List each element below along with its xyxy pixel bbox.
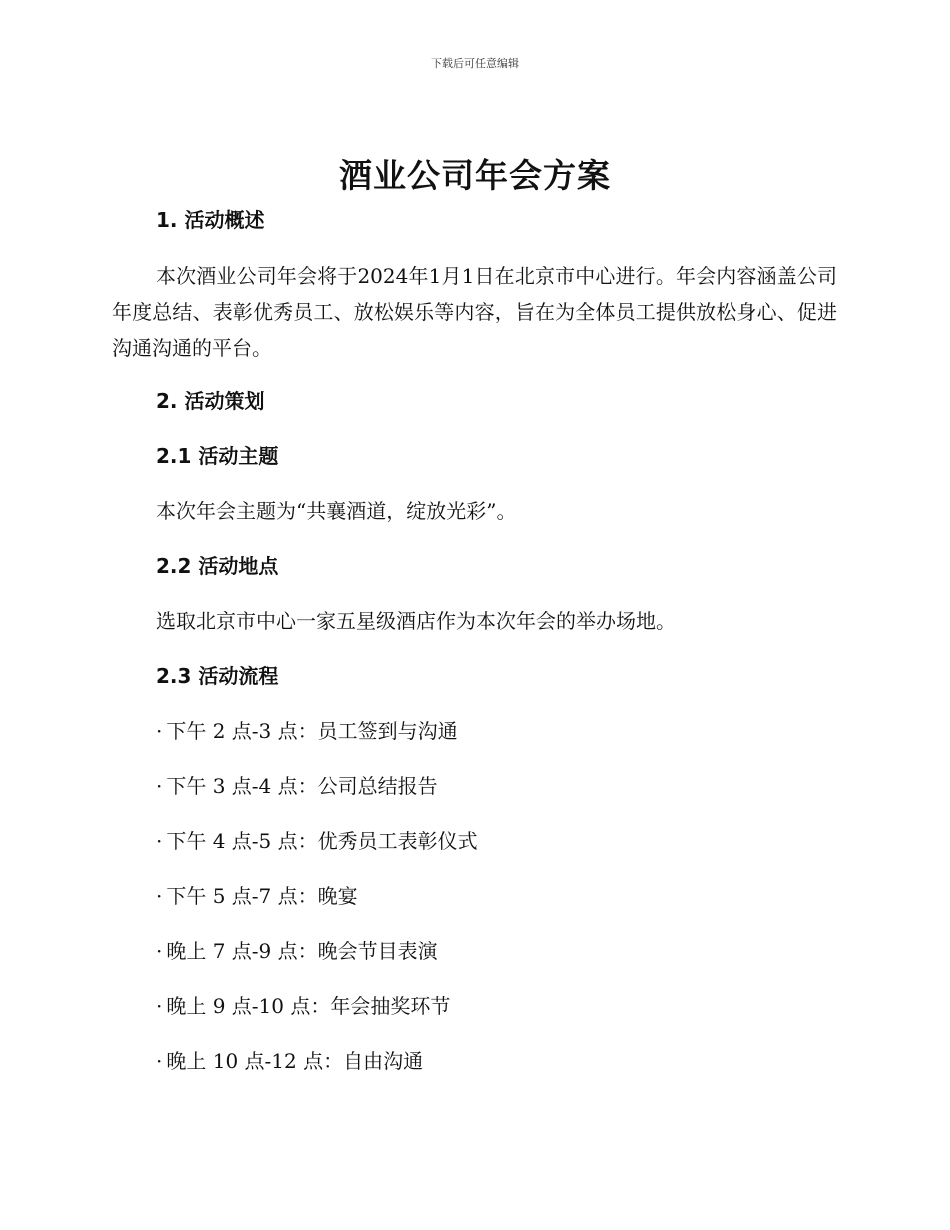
list-item	[156, 711, 837, 751]
page-header-note: 下载后可任意编辑	[431, 57, 519, 70]
list-item	[156, 931, 837, 971]
schedule-item-text: 下午 3 点-4 点：公司总结报告	[166, 774, 438, 798]
bullet-icon: ·	[156, 884, 163, 908]
section-heading-planning: 2. 活动策划	[156, 389, 265, 413]
bullet-icon: ·	[156, 1049, 163, 1073]
bullet-icon: ·	[156, 939, 163, 963]
list-item	[156, 821, 837, 861]
list-item	[156, 986, 837, 1026]
section-heading-overview: 1. 活动概述	[156, 208, 265, 232]
schedule-item-text: 晚上 9 点-10 点：年会抽奖环节	[166, 994, 451, 1018]
schedule-item-text: 晚上 7 点-9 点：晚会节目表演	[166, 939, 438, 963]
list-item	[156, 1041, 837, 1081]
schedule-item-text: 下午 5 点-7 点：晚宴	[166, 884, 358, 908]
schedule-item-text: 下午 2 点-3 点：员工签到与沟通	[166, 719, 458, 743]
section-heading-theme: 2.1 活动主题	[156, 444, 279, 468]
overview-paragraph: 本次酒业公司年会将于2024年1月1日在北京市中心进行。年会内容涵盖公司年度总结、表彰优秀员工、放松娱乐等内容，旨在为全体员工提供放松身心、促进沟通沟通的平台。	[112, 264, 837, 360]
list-item	[156, 766, 837, 806]
theme-paragraph: 本次年会主题为“共襄酒道，绽放光彩”。	[156, 499, 517, 523]
list-item	[156, 876, 837, 916]
bullet-icon: ·	[156, 774, 163, 798]
schedule-item-text: 下午 4 点-5 点：优秀员工表彰仪式	[166, 829, 478, 853]
section-heading-flow: 2.3 活动流程	[156, 664, 279, 688]
bullet-icon: ·	[156, 719, 163, 743]
document-body	[112, 200, 837, 1096]
schedule-list	[112, 711, 837, 1081]
schedule-item-text: 晚上 10 点-12 点：自由沟通	[166, 1049, 424, 1073]
bullet-icon: ·	[156, 829, 163, 853]
document-title: 酒业公司年会方案	[339, 156, 611, 195]
venue-paragraph: 选取北京市中心一家五星级酒店作为本次年会的举办场地。	[156, 609, 676, 633]
section-heading-venue: 2.2 活动地点	[156, 554, 279, 578]
bullet-icon: ·	[156, 994, 163, 1018]
